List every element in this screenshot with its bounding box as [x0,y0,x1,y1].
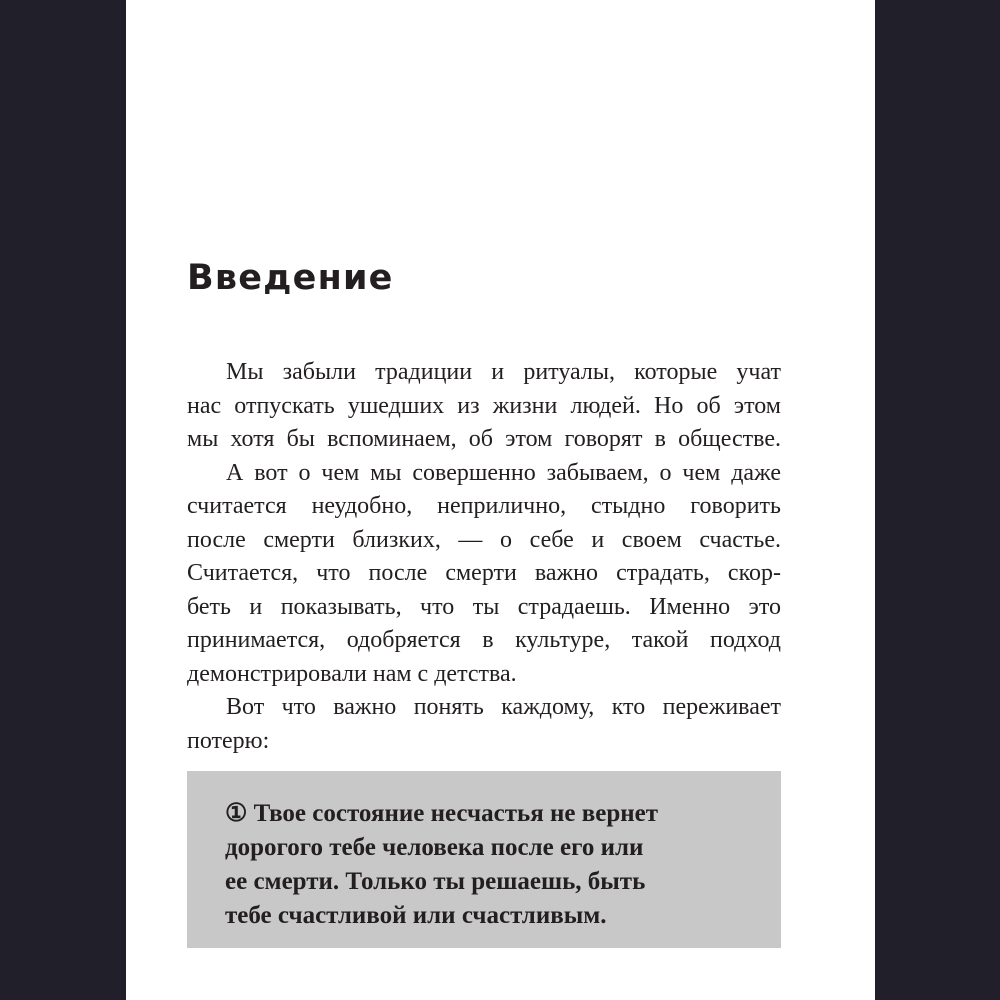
callout-line-1: ① Твое состояние несчастья не вернет [225,800,659,827]
paragraph-3-line-1: Вот что важно понять каждому, кто переживает [226,694,781,720]
paragraph-2-line-4: Считается, что после смерти важно страдать, скор- [187,560,781,586]
paragraph-2-line-1: А вот о чем мы совершенно забываем, о чем даже [226,459,781,486]
page-title: Введение [187,258,394,298]
paragraph-2-line-3: после смерти близких, — о себе и своем счастье. [187,526,781,553]
body-text [187,356,781,758]
callout-text [225,797,658,933]
paragraph-1-line-3: мы хотя бы вспоминаем, об этом говорят в обществе. [187,426,781,452]
paragraph-1-line-1: Мы забыли традиции и ритуалы, которые учат [226,359,781,385]
callout-line-3: ее смерти. Только ты решаешь, быть [225,868,646,895]
book-page [126,0,875,1000]
paragraph-2-line-2: считается неудобно, неприлично, стыдно говорить [187,493,781,519]
paragraph-2-line-6: принимается, одобряется в культуре, такой подход [187,627,781,653]
callout-line-4: тебе счастливой или счастливым. [225,902,607,929]
highlight-callout [187,771,781,948]
paragraph-1-line-2: нас отпускать ушедших из жизни людей. Но об этом [187,392,781,419]
paragraph-2-line-5: беть и показывать, что ты страдаешь. Именно это [187,593,781,620]
paragraph-3-line-2: потерю: [187,727,270,754]
callout-line-2: дорогого тебе человека после его или [225,834,644,861]
paragraph-2-line-7: демонстрировали нам с детства. [187,660,517,687]
